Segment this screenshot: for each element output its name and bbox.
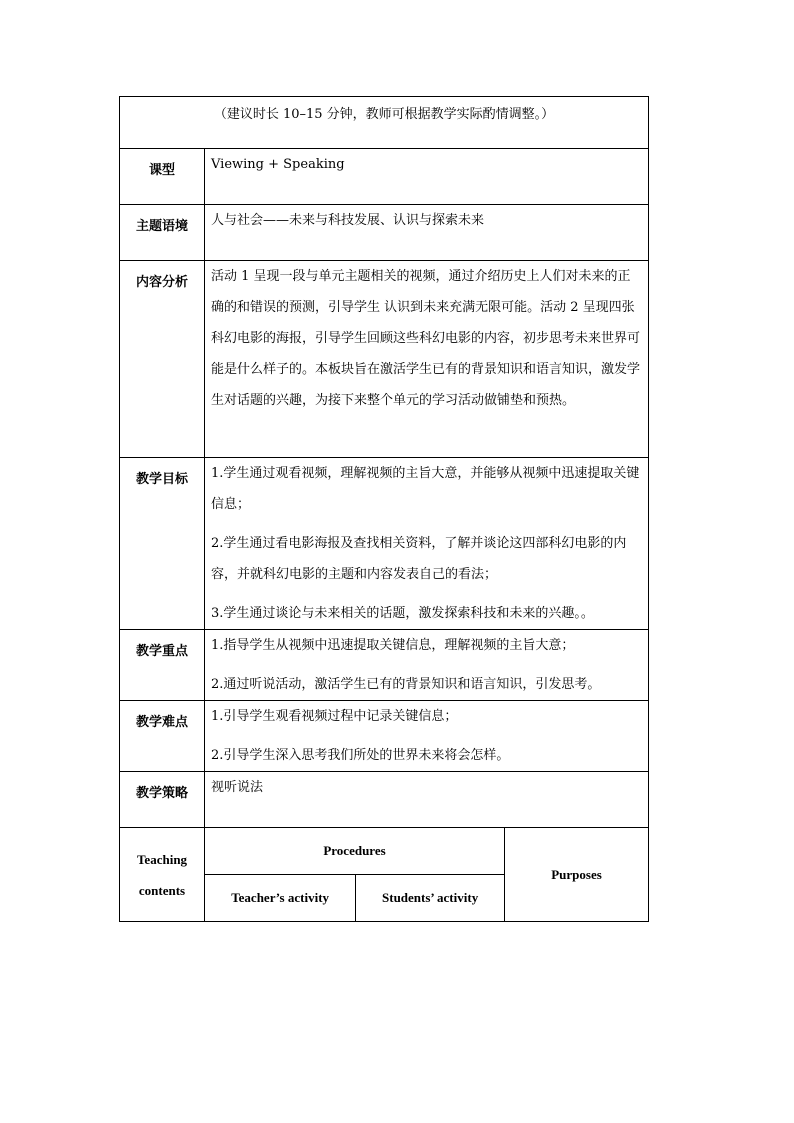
label-teaching-goals: 教学目标 (120, 458, 205, 630)
label-teaching-focus: 教学重点 (120, 630, 205, 701)
label-content-analysis: 内容分析 (120, 261, 205, 458)
label-theme-context: 主题语境 (120, 205, 205, 261)
value-teaching-strategy: 视听说法 (205, 772, 649, 828)
label-teaching-strategy: 教学策略 (120, 772, 205, 828)
value-teaching-difficulties (205, 701, 649, 772)
teaching-contents-line1: Teaching (136, 851, 188, 867)
row-lesson-type (120, 149, 649, 205)
value-teaching-goals (205, 458, 649, 630)
goal-item: 3.学生通过谈论与未来相关的话题，激发探索科技和未来的兴趣。。 (211, 606, 594, 621)
duration-note: （建议时长 10–15 分钟，教师可根据教学实际酌情调整。） (120, 97, 649, 149)
value-content-analysis: 活动 1 呈现一段与单元主题相关的视频，通过介绍历史上人们对未来的正确的和错误的预测，引导学生 认识到未来充满无限可能。活动 2 呈现四张科幻电影的海报，引导学生回顾这些科幻电影的内容，初步思考未来世界可能是什么样子的。本板块旨在激活学生已有的背景知识和语言知识，激发学生对话题的兴趣，为接下来整个单元的学习活动做铺垫和预热。 (205, 261, 649, 458)
teaching-contents-line2: contents (138, 882, 186, 898)
lesson-plan-table (119, 96, 649, 828)
row-teaching-difficulties (120, 701, 649, 772)
procedures-header: Procedures (205, 828, 505, 875)
row-teaching-goals (120, 458, 649, 630)
focus-item: 1.指导学生从视频中迅速提取关键信息，理解视频的主旨大意； (211, 638, 575, 653)
label-teaching-difficulties: 教学难点 (120, 701, 205, 772)
teaching-contents-header (120, 828, 205, 922)
students-activity-header: Students’ activity (356, 875, 505, 922)
difficulty-item: 2.引导学生深入思考我们所处的世界未来将会怎样。 (211, 748, 510, 763)
label-lesson-type: 课型 (120, 149, 205, 205)
value-teaching-focus (205, 630, 649, 701)
value-lesson-type: Viewing + Speaking (205, 149, 649, 205)
procedures-table (119, 827, 649, 922)
goal-item: 1.学生通过观看视频，理解视频的主旨大意，并能够从视频中迅速提取关键信息； (211, 466, 640, 512)
goal-item: 2.学生通过看电影海报及查找相关资料，了解并谈论这四部科幻电影的内容，并就科幻电影的主题和内容发表自己的看法； (211, 536, 627, 582)
row-theme-context (120, 205, 649, 261)
row-teaching-strategy (120, 772, 649, 828)
value-theme-context: 人与社会——未来与科技发展、认识与探索未来 (205, 205, 649, 261)
difficulty-item: 1.引导学生观看视频过程中记录关键信息； (211, 709, 458, 724)
row-teaching-focus (120, 630, 649, 701)
row-content-analysis (120, 261, 649, 458)
focus-item: 2.通过听说活动，激活学生已有的背景知识和语言知识，引发思考。 (211, 677, 601, 692)
purposes-header: Purposes (505, 828, 649, 922)
teacher-activity-header: Teacher’s activity (205, 875, 356, 922)
